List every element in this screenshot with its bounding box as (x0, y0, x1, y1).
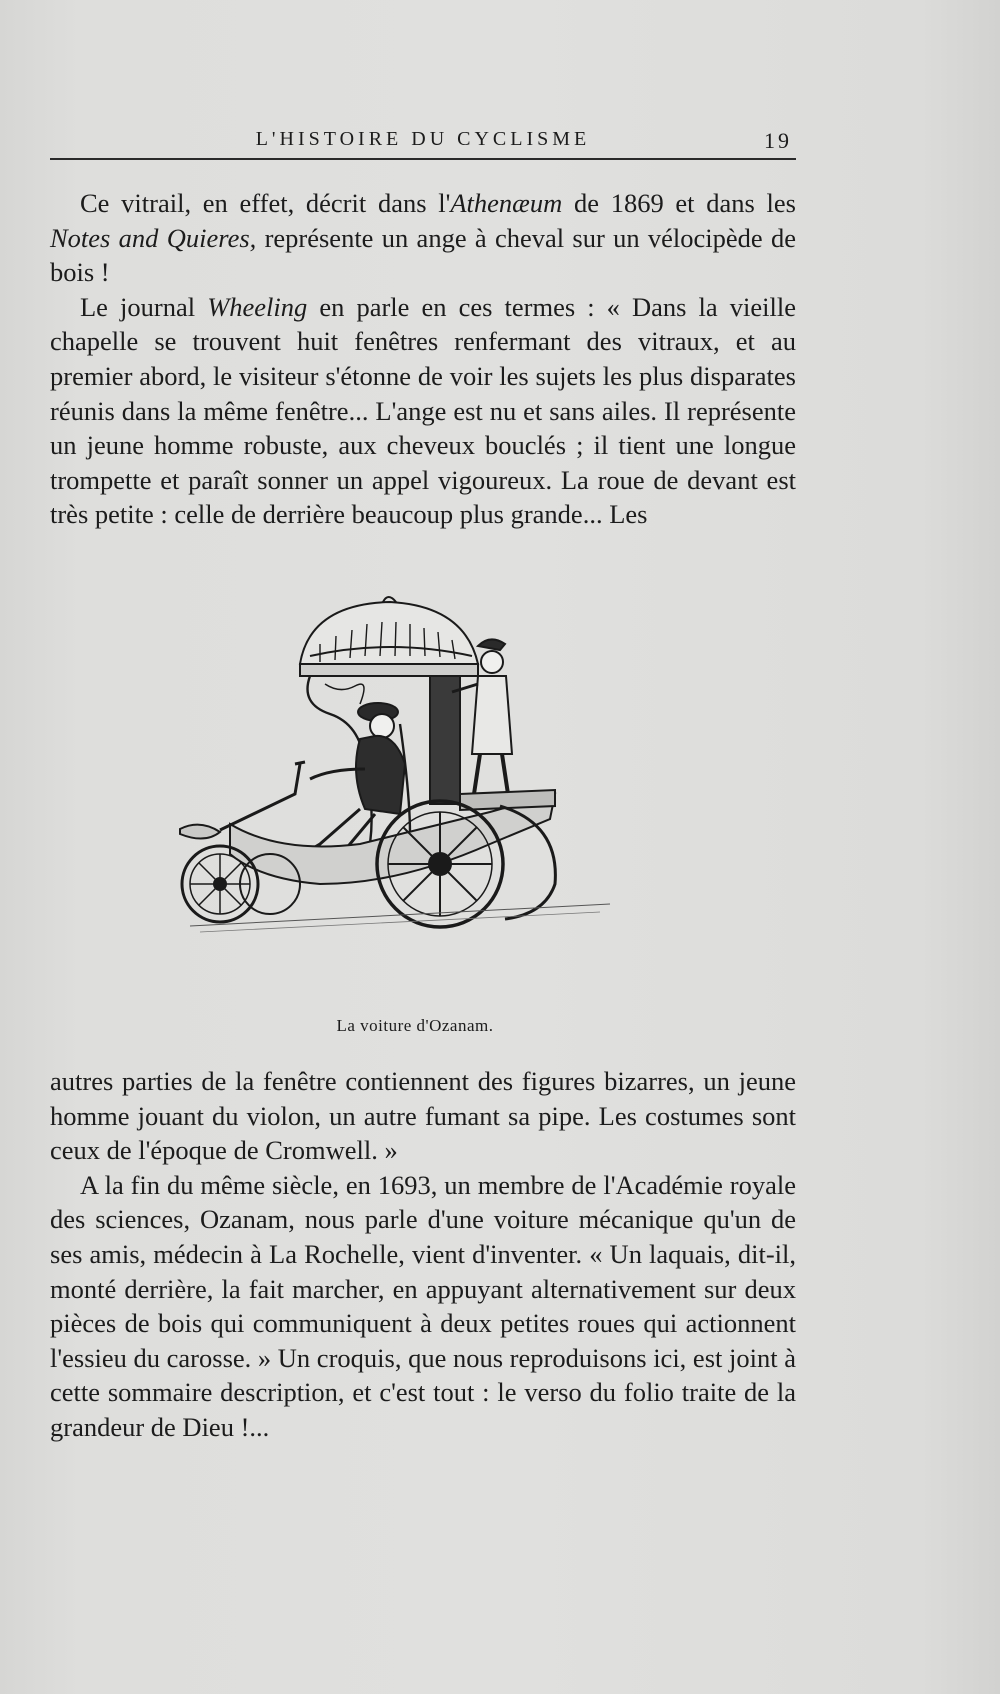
paragraph-wheeling (50, 290, 796, 532)
running-title: L'HISTOIRE DU CYCLISME (255, 128, 591, 150)
figure-ozanam-carriage (160, 594, 670, 1035)
page-header (50, 126, 796, 160)
text-block-bottom (50, 1064, 796, 1445)
text-span: représente un ange à cheval sur un vélocipède de bois ! (50, 222, 796, 288)
italic-athenaeum: Athenæum (450, 188, 563, 218)
text-span: Le journal (80, 291, 208, 322)
text-span: en parle en ces termes : « Dans la vieille chapelle se trouvent huit fenêtres renfermant des vitraux, et au premier abord, le visiteur s'étonne de voir les sujets les plus disparates réunis dans la même fenêtre... L'ange est nu et sans ailes. Il représente un jeune homme robuste, aux cheveux bouclés ; il tient une longue trompette et paraît sonner un appel vigoureux. La roue de devant est très petite : celle de derrière beaucoup plus grande... Les (50, 291, 796, 530)
italic-notes-and-quieres: Notes and Quieres, (50, 222, 257, 253)
text-block-top (50, 186, 796, 532)
paragraph-ozanam: A la fin du même siècle, en 1693, un membre de l'Académie royale des sciences, Ozanam, nous parle d'une voiture mécanique qu'un de ses amis, médecin à La Rochelle, vient d'inventer. « Un laquais, dit-il, monté derrière, la fait marcher, en appuyant alternativement sur deux pièces de bois qui communiquent à deux petites roues qui actionnent l'essieu du carosse. » Un croquis, que nous reproduisons ici, est joint à cette sommaire description, et c'est tout : le verso du folio traite de la grandeur de Dieu !... (50, 1169, 796, 1442)
page-number: 19 (764, 128, 792, 153)
figure-caption: La voiture d'Ozanam. (336, 1016, 494, 1035)
text-span: de 1869 et dans les (562, 188, 796, 218)
paragraph-continuation: autres parties de la fenêtre contiennent des figures bizarres, un jeune homme jouant du violon, un autre fumant sa pipe. Les costumes sont ceux de l'époque de Cromwell. » (50, 1066, 796, 1166)
italic-wheeling: Wheeling (207, 291, 308, 322)
text-span: Ce vitrail, en effet, décrit dans l' (80, 188, 451, 218)
paragraph-vitrail (50, 186, 796, 290)
carriage-engraving (160, 594, 670, 1004)
